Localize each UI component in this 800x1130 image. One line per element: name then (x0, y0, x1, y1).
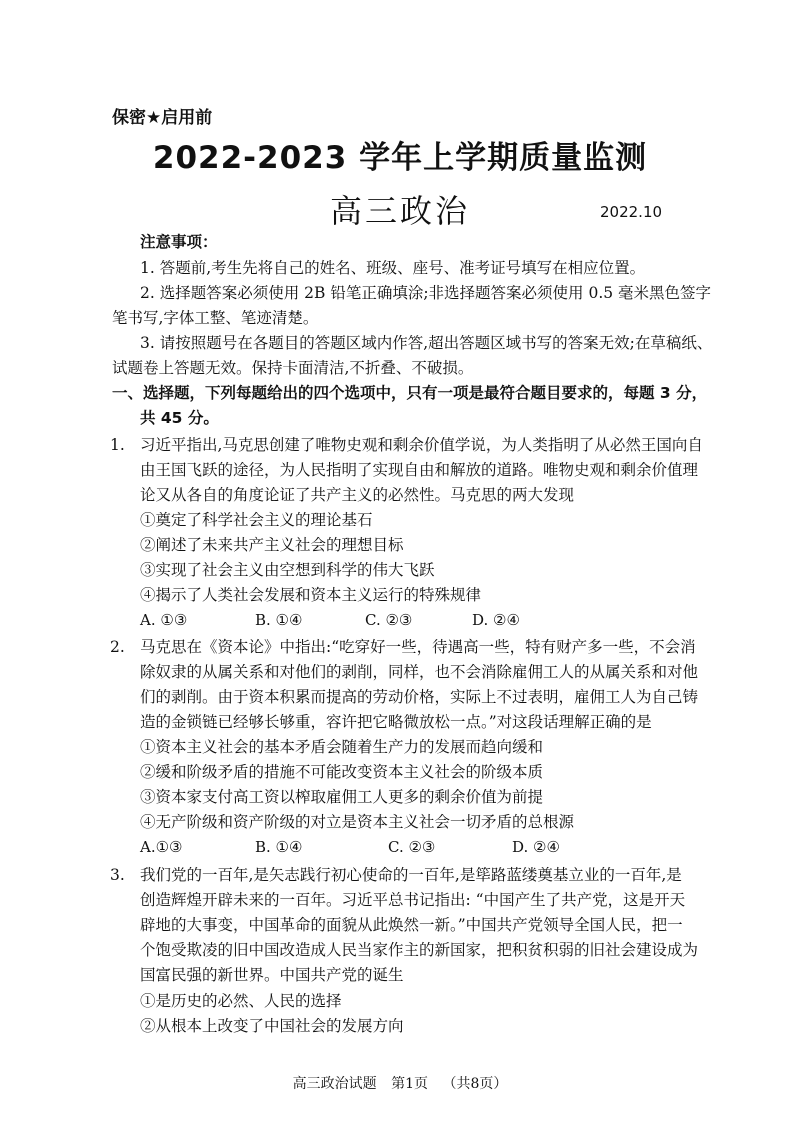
question-text-line: 由王国飞跃的途径，为人民指明了实现自由和解放的道路。唯物史观和剩余价值理 (140, 461, 699, 479)
question-text-line: 辟地的大事变，中国革命的面貌从此焕然一新。”中国共产党领导全国人民，把一 (140, 916, 683, 934)
footer-page-number: 第1页 (391, 1076, 428, 1092)
notice-item: 试题卷上答题无效。保持卡面清洁,不折叠、不破损。 (112, 359, 474, 377)
question-statement: ④无产阶级和资产阶级的对立是资本主义社会一切矛盾的总根源 (140, 813, 575, 831)
exam-title: 2022-2023 学年上学期质量监测 (152, 140, 648, 176)
question-text-line: 习近平指出,马克思创建了唯物史观和剩余价值学说，为人类指明了从必然王国向自 (140, 436, 703, 454)
question-text-line: 马克思在《资本论》中指出:“吃穿好一些，待遇高一些，特有财产多一些，不会消 (140, 638, 696, 656)
section-heading: 一、选择题，下列每题给出的四个选项中，只有一项是最符合题目要求的，每题 3 分， (112, 384, 708, 402)
question-text-line: 个饱受欺凌的旧中国改造成人民当家作主的新国家，把积贫积弱的旧社会建设成为 (140, 941, 699, 959)
question-text-line: 除奴隶的从属关系和对他们的剥削，同样，也不会消除雇佣工人的从属关系和对他 (140, 663, 699, 681)
option-d: D. ②④ (512, 838, 560, 856)
question-statement: ②缓和阶级矛盾的措施不可能改变资本主义社会的阶级本质 (140, 763, 544, 781)
option-d: D. ②④ (472, 611, 520, 629)
option-a: A. ①③ (140, 611, 188, 629)
question-statement: ②阐述了未来共产主义社会的理想目标 (140, 536, 404, 554)
question-number: 1. (110, 436, 125, 454)
question-text-line: 创造辉煌开辟未来的一百年。习近平总书记指出: “中国产生了共产党，这是开天 (140, 891, 686, 909)
footer-paper-name: 高三政治试题 (292, 1076, 377, 1092)
question-statement: ①资本主义社会的基本矛盾会随着生产力的发展而趋向缓和 (140, 738, 544, 756)
notice-heading: 注意事项： (140, 233, 218, 251)
question-statement: ①奠定了科学社会主义的理论基石 (140, 511, 373, 529)
question-statement: ①是历史的必然、人民的选择 (140, 992, 342, 1010)
question-statement: ③资本家支付高工资以榨取雇佣工人更多的剩余价值为前提 (140, 788, 544, 806)
notice-item: 笔书写,字体工整、笔迹清楚。 (112, 309, 319, 327)
section-heading-cont: 共 45 分。 (140, 409, 219, 427)
option-b: B. ①④ (255, 838, 303, 856)
exam-subject: 高三政治 (329, 192, 470, 230)
question-text-line: 们的剥削。由于资本积累而提高的劳动价格，实际上不过表明，雇佣工人为自己铸 (140, 688, 699, 706)
option-a: A.①③ (140, 838, 183, 856)
question-text-line: 国富民强的新世界。中国共产党的诞生 (140, 966, 404, 984)
option-c: C. ②③ (365, 611, 413, 629)
confidential-label: 保密★启用前 (112, 108, 213, 128)
page-footer (0, 1073, 800, 1093)
question-statement: ②从根本上改变了中国社会的发展方向 (140, 1017, 404, 1035)
question-text-line: 我们党的一百年,是矢志践行初心使命的一百年,是筚路蓝缕奠基立业的一百年,是 (140, 866, 682, 884)
question-statement: ④揭示了人类社会发展和资本主义运行的特殊规律 (140, 586, 482, 604)
option-b: B. ①④ (255, 611, 303, 629)
question-number: 2. (110, 638, 125, 656)
option-c: C. ②③ (388, 838, 436, 856)
footer-total-pages: （共8页） (442, 1076, 508, 1092)
notice-item: 2. 选择题答案必须使用 2B 铅笔正确填涂;非选择题答案必须使用 0.5 毫米黑色签字 (140, 284, 712, 302)
question-text-line: 论又从各自的角度论证了共产主义的必然性。马克思的两大发现 (140, 486, 575, 504)
question-statement: ③实现了社会主义由空想到科学的伟大飞跃 (140, 561, 435, 579)
notice-item: 1. 答题前,考生先将自己的姓名、班级、座号、准考证号填写在相应位置。 (140, 259, 646, 277)
question-text-line: 造的金锁链已经够长够重，容许把它略微放松一点。”对这段话理解正确的是 (140, 713, 652, 731)
question-number: 3. (110, 866, 125, 884)
exam-date: 2022.10 (600, 203, 663, 221)
notice-item: 3. 请按照题号在各题目的答题区域内作答,超出答题区域书写的答案无效;在草稿纸、 (140, 334, 713, 352)
